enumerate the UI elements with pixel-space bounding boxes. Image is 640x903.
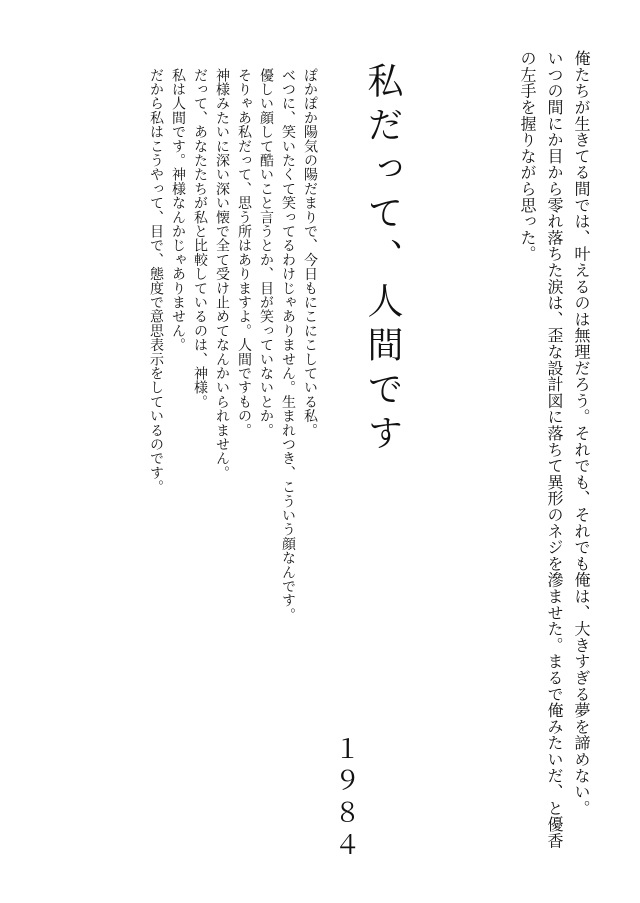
main-passage-line: べつに、笑いたくて笑ってるわけじゃありません。生まれつき、こういう顔なんです。 <box>280 68 296 622</box>
main-passage-line: だって、あなたたちが私と比較しているのは、神様。 <box>192 68 208 409</box>
main-passage-line: 優しい顔して酷いこと言うとか、目が笑っていないとか。 <box>258 68 274 438</box>
top-passage <box>442 50 592 850</box>
main-passage-line: だから私はこうやって、目で、態度で意思表示をしているのです。 <box>148 68 164 494</box>
top-passage-line: の左手を握りながら思った。 <box>518 50 537 262</box>
top-passage-line: 俺たちが生きてる間では、叶えるのは無理だろう。それでも、それでも俺は、大きすぎる夢を諦めない。 <box>572 50 591 817</box>
main-passage-line: 私は人間です。神様なんかじゃありません。 <box>170 68 186 352</box>
main-passage <box>90 68 320 868</box>
main-passage-line: ぽかぽか陽気の陽だまりで、今日もにこにこしている私。 <box>302 68 318 438</box>
top-passage-line: いつの間にか目から零れ落ちた涙は、歪な設計図に落ちて異形のネジを滲ませた。まるで俺みたいだ、と優香 <box>545 50 564 849</box>
page-title: 私だって、人間です <box>362 62 403 458</box>
main-passage-line: 神様みたいに深い深い懐で全て受け止めてなんかいられません。 <box>214 68 230 480</box>
main-passage-line: そりゃあ私だって、思う所はありますよ。人間ですもの。 <box>236 68 252 438</box>
year-label: １９８４ <box>330 735 360 863</box>
